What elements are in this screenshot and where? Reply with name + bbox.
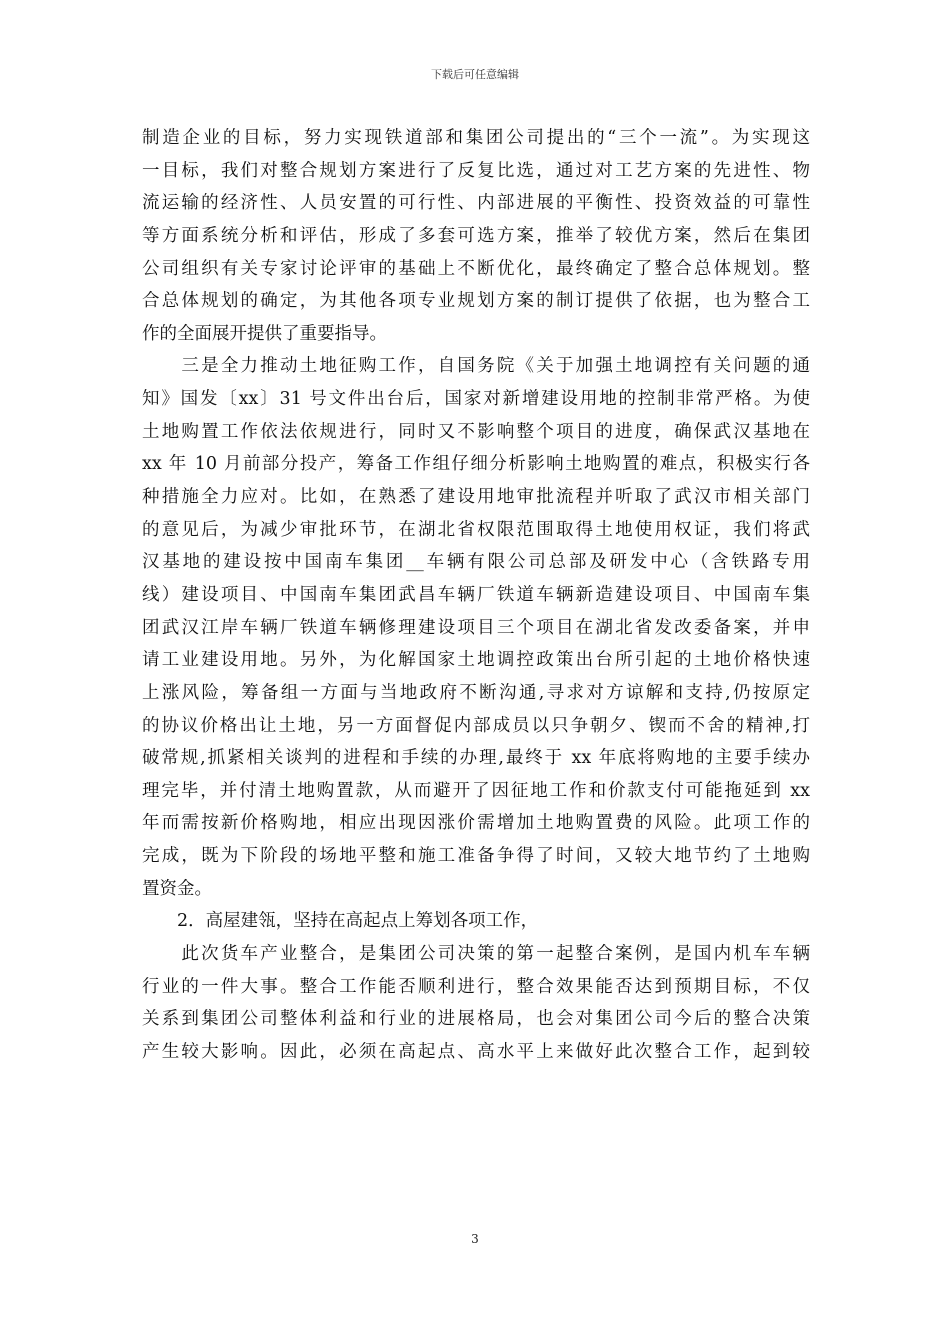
text-line: 关系到集团公司整体利益和行业的进展格局，也会对集团公司今后的整合决策 — [142, 1009, 810, 1030]
text-line: 作的全面展开提供了重要指导。 — [142, 323, 387, 344]
text-line: 上涨风险，筹备组一方面与当地政府不断沟通,寻求对方谅解和支持,仍按原定 — [142, 682, 810, 703]
text-line: 等方面系统分析和评估，形成了多套可选方案，推举了较优方案，然后在集团 — [142, 225, 810, 246]
text-line: 种措施全力应对。比如，在熟悉了建设用地审批流程并听取了武汉市相关部门 — [142, 487, 810, 508]
text-line: 知》国发〔xx〕31 号文件出台后，国家对新增建设用地的控制非常严格。为使 — [142, 389, 810, 410]
text-line: 公司组织有关专家讨论评审的基础上不断优化，最终确定了整合总体规划。整 — [142, 258, 810, 279]
text-line: 团武汉江岸车辆厂铁道车辆修理建设项目三个项目在湖北省发改委备案，并申 — [142, 617, 810, 638]
text-line: 三是全力推动土地征购工作，自国务院《关于加强土地调控有关问题的通 — [142, 356, 810, 377]
text-line: 此次货车产业整合，是集团公司决策的第一起整合案例，是国内机车车辆 — [142, 944, 810, 965]
page-header: 下载后可任意编辑 — [431, 68, 519, 81]
text-line: 土地购置工作依法依规进行，同时又不影响整个项目的进度，确保武汉基地在 — [142, 421, 810, 442]
text-line: 合总体规划的确定，为其他各项专业规划方案的制订提供了依据，也为整合工 — [142, 291, 810, 312]
text-line: 请工业建设用地。另外，为化解国家土地调控政策出台所引起的土地价格快速 — [142, 650, 810, 671]
text-line: 年而需按新价格购地，相应出现因涨价需增加土地购置费的风险。此项工作的 — [142, 813, 810, 834]
text-line: 的协议价格出让土地，另一方面督促内部成员以只争朝夕、锲而不舍的精神,打 — [142, 715, 810, 736]
text-line: 制造企业的目标，努力实现铁道部和集团公司提出的“三个一流”。为实现这 — [142, 128, 810, 148]
text-line: 流运输的经济性、人员安置的可行性、内部进展的平衡性、投资效益的可靠性 — [142, 193, 810, 214]
text-line: 2．高屋建瓴，坚持在高起点上筹划各项工作， — [142, 911, 539, 932]
text-line: 的意见后，为减少审批环节，在湖北省权限范围取得土地使用权证，我们将武 — [142, 519, 810, 540]
text-line: xx 年 10 月前部分投产，筹备工作组仔细分析影响土地购置的难点，积极实行各 — [142, 454, 810, 475]
text-line: 置资金。 — [142, 878, 212, 899]
document-body — [142, 122, 810, 1069]
text-line: 破常规,抓紧相关谈判的进程和手续的办理,最终于 xx 年底将购地的主要手续办 — [142, 748, 810, 769]
text-line: 汉基地的建设按中国南车集团__车辆有限公司总部及研发中心（含铁路专用 — [142, 552, 810, 573]
text-line: 行业的一件大事。整合工作能否顺利进行，整合效果能否达到预期目标，不仅 — [142, 976, 810, 997]
page-number: 3 — [471, 1232, 479, 1246]
text-line: 理完毕，并付清土地购置款，从而避开了因征地工作和价款支付可能拖延到 xx — [142, 780, 810, 801]
text-line: 产生较大影响。因此，必须在高起点、高水平上来做好此次整合工作，起到较 — [142, 1041, 810, 1062]
text-line: 一目标，我们对整合规划方案进行了反复比选，通过对工艺方案的先进性、物 — [142, 160, 810, 181]
text-line: 完成，既为下阶段的场地平整和施工准备争得了时间，又较大地节约了土地购 — [142, 846, 810, 867]
text-line: 线）建设项目、中国南车集团武昌车辆厂铁道车辆新造建设项目、中国南车集 — [142, 584, 810, 605]
